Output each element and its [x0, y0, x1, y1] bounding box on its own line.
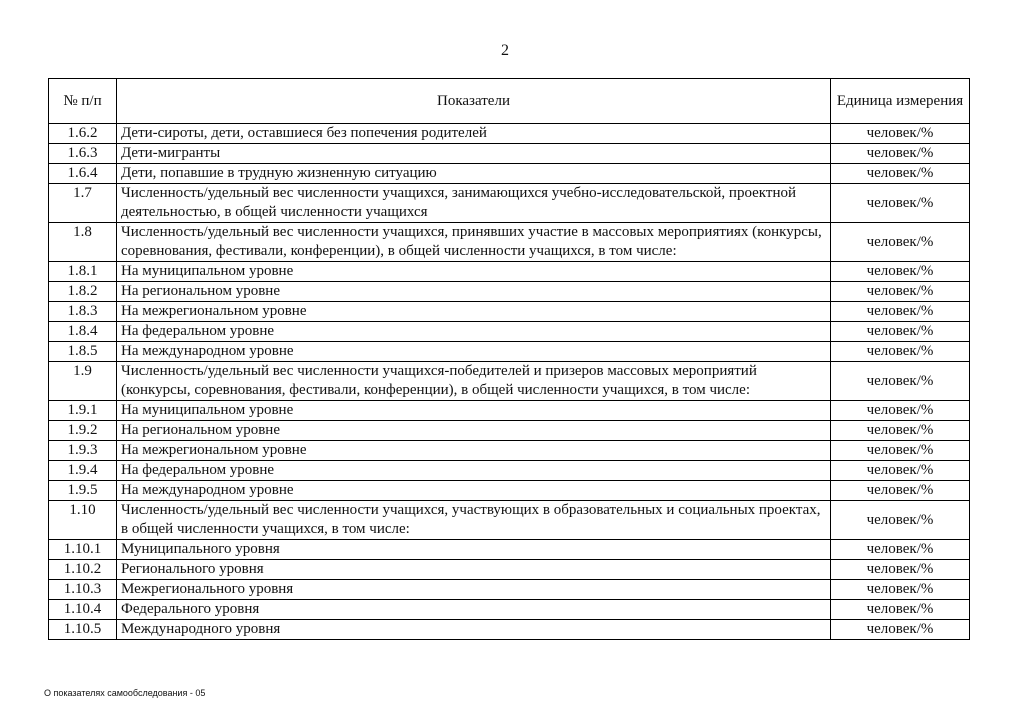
row-number: 1.8.1 — [49, 262, 117, 282]
row-indicator: На региональном уровне — [117, 282, 831, 302]
table-row — [49, 580, 970, 600]
row-indicator: На муниципальном уровне — [117, 401, 831, 421]
row-number: 1.10.2 — [49, 560, 117, 580]
row-indicator: На межрегиональном уровне — [117, 441, 831, 461]
table-row — [49, 600, 970, 620]
row-unit: человек/% — [831, 302, 970, 322]
row-number: 1.10.5 — [49, 620, 117, 640]
row-number: 1.7 — [49, 184, 117, 223]
row-number: 1.10 — [49, 501, 117, 540]
row-indicator: Муниципального уровня — [117, 540, 831, 560]
row-number: 1.6.3 — [49, 144, 117, 164]
row-indicator: На межрегиональном уровне — [117, 302, 831, 322]
row-unit: человек/% — [831, 560, 970, 580]
row-unit: человек/% — [831, 481, 970, 501]
row-number: 1.9.3 — [49, 441, 117, 461]
table-row — [49, 282, 970, 302]
row-number: 1.8.3 — [49, 302, 117, 322]
page-number: 2 — [501, 42, 509, 59]
row-number: 1.9.5 — [49, 481, 117, 501]
table-row — [49, 302, 970, 322]
footer-note: О показателях самообследования - 05 — [44, 688, 206, 698]
row-unit: человек/% — [831, 540, 970, 560]
table-header-row — [49, 79, 970, 124]
row-indicator: Численность/удельный вес численности учащихся-победителей и призеров массовых мероприятий (конкурсы, соревнования, фестивали, конференции), в общей численности учащихся, в том числе: — [117, 362, 831, 401]
table-row — [49, 362, 970, 401]
header-unit: Единица измерения — [831, 79, 970, 124]
table-row — [49, 481, 970, 501]
row-unit: человек/% — [831, 144, 970, 164]
row-unit: человек/% — [831, 421, 970, 441]
row-indicator: На международном уровне — [117, 342, 831, 362]
row-indicator: Численность/удельный вес численности учащихся, занимающихся учебно-исследовательской, проектной деятельностью, в общей численности учащихся — [117, 184, 831, 223]
table-row — [49, 262, 970, 282]
indicators-table — [48, 78, 970, 640]
row-unit: человек/% — [831, 362, 970, 401]
table-row — [49, 164, 970, 184]
row-indicator: На муниципальном уровне — [117, 262, 831, 282]
row-unit: человек/% — [831, 342, 970, 362]
row-indicator: Дети-сироты, дети, оставшиеся без попечения родителей — [117, 124, 831, 144]
row-number: 1.6.4 — [49, 164, 117, 184]
row-number: 1.9 — [49, 362, 117, 401]
row-unit: человек/% — [831, 282, 970, 302]
row-indicator: Численность/удельный вес численности учащихся, принявших участие в массовых мероприятиях (конкурсы, соревнования, фестивали, конференции), в общей численности учащихся, в том числе: — [117, 223, 831, 262]
table-row — [49, 540, 970, 560]
row-unit: человек/% — [831, 223, 970, 262]
row-unit: человек/% — [831, 441, 970, 461]
row-unit: человек/% — [831, 164, 970, 184]
table-row — [49, 501, 970, 540]
row-number: 1.9.4 — [49, 461, 117, 481]
row-number: 1.8.4 — [49, 322, 117, 342]
row-number: 1.10.3 — [49, 580, 117, 600]
row-unit: человек/% — [831, 501, 970, 540]
row-indicator: Численность/удельный вес численности учащихся, участвующих в образовательных и социальных проектах, в общей численности учащихся, в том числе: — [117, 501, 831, 540]
row-number: 1.8.2 — [49, 282, 117, 302]
row-unit: человек/% — [831, 262, 970, 282]
row-number: 1.9.2 — [49, 421, 117, 441]
table-row — [49, 184, 970, 223]
table-row — [49, 124, 970, 144]
table-row — [49, 441, 970, 461]
table-row — [49, 144, 970, 164]
row-unit: человек/% — [831, 184, 970, 223]
header-indicator: Показатели — [117, 79, 831, 124]
row-indicator: На федеральном уровне — [117, 322, 831, 342]
row-unit: человек/% — [831, 580, 970, 600]
row-indicator: Регионального уровня — [117, 560, 831, 580]
row-indicator: Федерального уровня — [117, 600, 831, 620]
row-indicator: На региональном уровне — [117, 421, 831, 441]
row-indicator: Межрегионального уровня — [117, 580, 831, 600]
row-indicator: На федеральном уровне — [117, 461, 831, 481]
header-num: № п/п — [49, 79, 117, 124]
table-row — [49, 342, 970, 362]
row-unit: человек/% — [831, 620, 970, 640]
row-unit: человек/% — [831, 401, 970, 421]
table-row — [49, 560, 970, 580]
row-unit: человек/% — [831, 124, 970, 144]
row-number: 1.9.1 — [49, 401, 117, 421]
row-unit: человек/% — [831, 461, 970, 481]
table-row — [49, 421, 970, 441]
table-row — [49, 620, 970, 640]
table-row — [49, 322, 970, 342]
row-number: 1.10.1 — [49, 540, 117, 560]
row-indicator: Дети-мигранты — [117, 144, 831, 164]
row-number: 1.10.4 — [49, 600, 117, 620]
table-row — [49, 223, 970, 262]
table-row — [49, 401, 970, 421]
row-indicator: На международном уровне — [117, 481, 831, 501]
row-indicator: Международного уровня — [117, 620, 831, 640]
row-number: 1.6.2 — [49, 124, 117, 144]
row-indicator: Дети, попавшие в трудную жизненную ситуацию — [117, 164, 831, 184]
row-unit: человек/% — [831, 322, 970, 342]
row-number: 1.8 — [49, 223, 117, 262]
row-unit: человек/% — [831, 600, 970, 620]
row-number: 1.8.5 — [49, 342, 117, 362]
table-row — [49, 461, 970, 481]
